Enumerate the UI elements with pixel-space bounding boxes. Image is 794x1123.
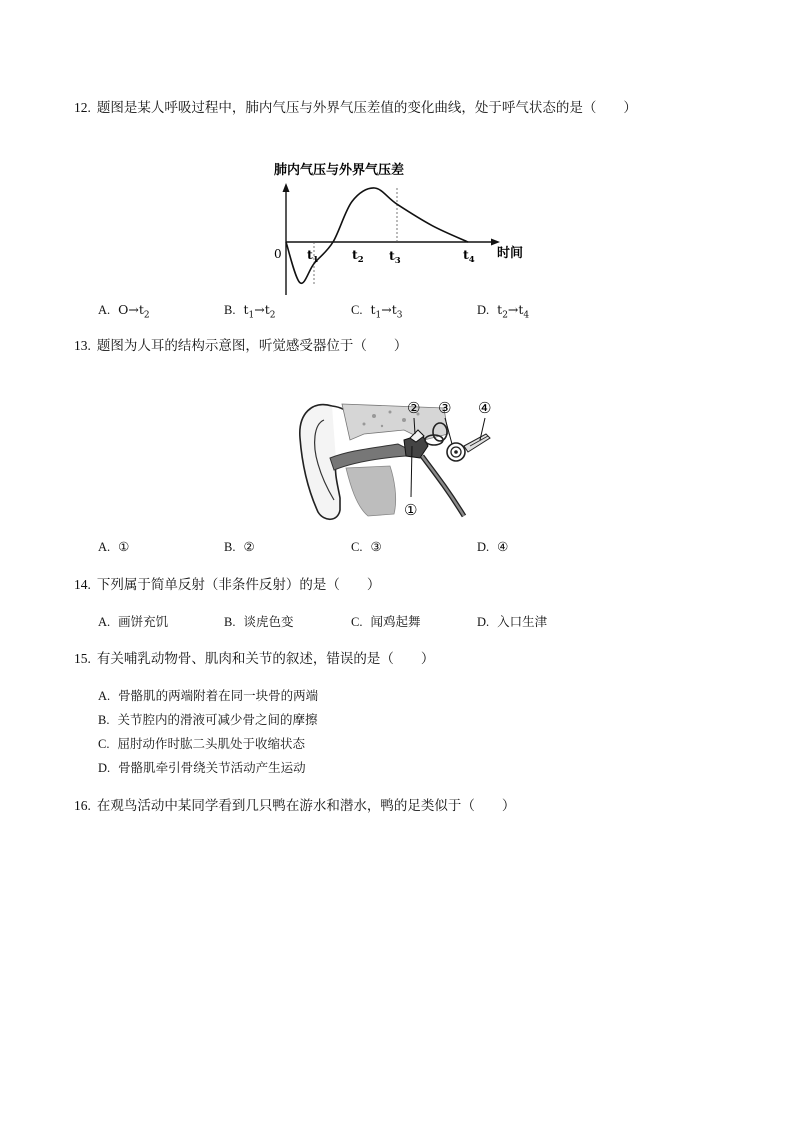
tick-t2: $t_2$ [352, 247, 364, 265]
tick-t3: $t_3$ [389, 248, 401, 266]
pressure-curve [286, 188, 468, 283]
q15-option-d[interactable]: D. 骨骼肌牵引骨绕关节活动产生运动 [98, 760, 306, 775]
origin-label: 0 [274, 247, 282, 261]
q12-option-c[interactable]: C. $t_1\to t_3$ [351, 302, 403, 321]
q13-option-a[interactable]: A. ① [98, 539, 130, 554]
q13-option-d[interactable]: D. ④ [477, 539, 509, 554]
q15-option-b[interactable]: B. 关节腔内的滑液可减少骨之间的摩擦 [98, 712, 318, 727]
question-13-stem: 13. 题图为人耳的结构示意图，听觉感受器位于（ ） [74, 338, 408, 354]
question-14-stem: 14. 下列属于简单反射（非条件反射）的是（ ） [74, 577, 381, 593]
label-3: ③ [438, 399, 452, 417]
x-axis-label: 时间 [497, 246, 524, 261]
q15-option-a[interactable]: A. 骨骼肌的两端附着在同一块骨的两端 [98, 688, 319, 703]
label-1: ① [404, 501, 418, 519]
question-15-stem: 15. 有关哺乳动物骨、肌肉和关节的叙述，错误的是（ ） [74, 651, 435, 667]
y-axis-arrow [283, 183, 290, 192]
lower-tissue [346, 466, 396, 516]
q14-option-d[interactable]: D. 入口生津 [477, 614, 548, 629]
q12-option-a[interactable]: A. $O\to t_2$ [98, 302, 150, 321]
label-2: ② [407, 399, 421, 417]
q14-option-c[interactable]: C. 闻鸡起舞 [351, 614, 421, 629]
label-4: ④ [478, 399, 492, 417]
q14-option-b[interactable]: B. 谈虎色变 [224, 614, 294, 629]
q15-option-c[interactable]: C. 屈肘动作时肱二头肌处于收缩状态 [98, 736, 305, 751]
q13-option-b[interactable]: B. ② [224, 539, 255, 554]
question-12-stem: 12. 题图是某人呼吸过程中，肺内气压与外界气压差值的变化曲线，处于呼气状态的是（ ） [74, 100, 637, 116]
q12-option-d[interactable]: D. $t_2\to t_4$ [477, 302, 530, 321]
tick-t1: $t_1$ [307, 247, 319, 265]
q12-option-b[interactable]: B. $t_1\to t_2$ [224, 302, 276, 321]
pressure-difference-chart [262, 150, 542, 300]
tick-t4: $t_4$ [463, 247, 475, 265]
x-axis-arrow [491, 239, 500, 246]
question-16-stem: 16. 在观鸟活动中某同学看到几只鸭在游水和潜水，鸭的足类似于（ ） [74, 798, 516, 814]
chart-title: 肺内气压与外界气压差 [274, 163, 405, 178]
ear-canal [330, 444, 406, 470]
q13-option-c[interactable]: C. ③ [351, 539, 382, 554]
q14-option-a[interactable]: A. 画饼充饥 [98, 614, 169, 629]
ear-structure-diagram [294, 394, 506, 526]
